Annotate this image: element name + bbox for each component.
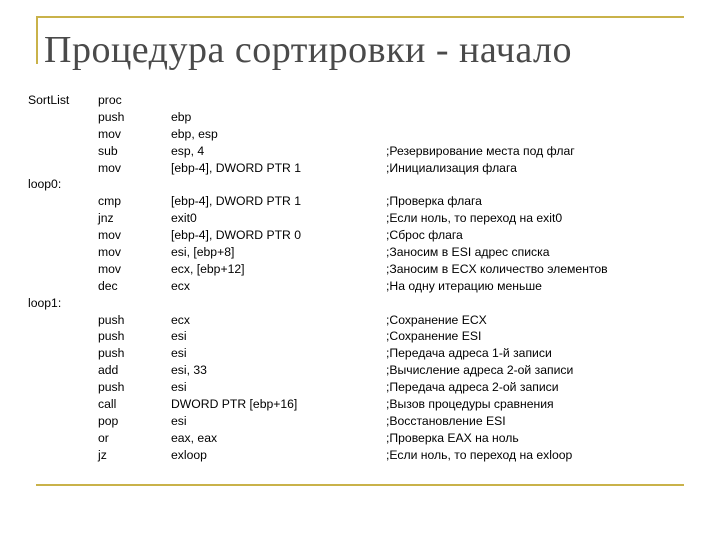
- code-comment: ;Инициализация флага: [386, 160, 517, 175]
- code-line: [28, 193, 688, 210]
- code-label: loop1:: [28, 295, 62, 310]
- code-mnemonic: pop: [98, 413, 119, 428]
- code-mnemonic: add: [98, 363, 119, 378]
- code-operands: eax, eax: [171, 430, 218, 445]
- code-comment: ;Передача адреса 1-й записи: [386, 346, 552, 361]
- code-line: [28, 345, 688, 362]
- code-line: [28, 413, 688, 430]
- code-listing: [28, 92, 688, 464]
- code-comment: ;Если ноль, то переход на exit0: [386, 211, 563, 226]
- code-operands: ecx: [171, 312, 190, 327]
- code-operands: exloop: [171, 447, 207, 462]
- code-line: [28, 278, 688, 295]
- code-comment: ;Если ноль, то переход на exloop: [386, 447, 573, 462]
- code-comment: ;Проверка EAX на ноль: [386, 430, 519, 445]
- code-mnemonic: proc: [98, 93, 122, 107]
- code-label: loop0:: [28, 177, 62, 192]
- code-line: [28, 430, 688, 447]
- code-mnemonic: sub: [98, 143, 118, 158]
- code-mnemonic: push: [98, 109, 125, 124]
- code-line: [28, 160, 688, 177]
- code-comment: ;Проверка флага: [386, 194, 482, 209]
- code-mnemonic: jnz: [98, 211, 114, 226]
- code-line: [28, 176, 688, 193]
- code-mnemonic: cmp: [98, 194, 122, 209]
- code-mnemonic: mov: [98, 228, 122, 243]
- code-operands: ecx, [ebp+12]: [171, 261, 245, 276]
- code-operands: [ebp-4], DWORD PTR 1: [171, 160, 302, 175]
- code-operands: esi, [ebp+8]: [171, 245, 235, 260]
- code-mnemonic: dec: [98, 278, 118, 293]
- code-comment: ;Вызов процедуры сравнения: [386, 397, 554, 412]
- code-comment: ;Восстановление ESI: [386, 413, 506, 428]
- code-mnemonic: push: [98, 329, 125, 344]
- code-operands: esi: [171, 380, 187, 395]
- code-comment: ;Вычисление адреса 2-ой записи: [386, 363, 574, 378]
- code-line: [28, 210, 688, 227]
- code-line: [28, 126, 688, 143]
- code-mnemonic: jz: [98, 447, 107, 462]
- code-line: [28, 396, 688, 413]
- code-comment: ;Резервирование места под флаг: [386, 143, 575, 158]
- code-comment: ;Заносим в ECX количество элементов: [386, 261, 608, 276]
- code-comment: ;Сохранение ESI: [386, 329, 482, 344]
- code-operands: ecx: [171, 278, 190, 293]
- frame-left-line: [36, 16, 38, 64]
- code-line: [28, 447, 688, 464]
- code-mnemonic: push: [98, 346, 125, 361]
- code-operands: ebp, esp: [171, 126, 218, 141]
- code-operands: esp, 4: [171, 143, 205, 158]
- code-line: [28, 261, 688, 278]
- code-label: SortList: [28, 93, 70, 107]
- code-line: [28, 379, 688, 396]
- code-comment: ;Сброс флага: [386, 228, 463, 243]
- code-operands: esi, 33: [171, 363, 207, 378]
- code-mnemonic: mov: [98, 261, 122, 276]
- code-operands: DWORD PTR [ebp+16]: [171, 397, 298, 412]
- code-operands: ebp: [171, 109, 192, 124]
- code-operands: esi: [171, 329, 187, 344]
- code-line: [28, 109, 688, 126]
- code-comment: ;Сохранение ECX: [386, 312, 487, 327]
- code-operands: esi: [171, 413, 187, 428]
- code-line: [28, 295, 688, 312]
- slide-title: Процедура сортировки - начало: [44, 29, 573, 71]
- code-line: [28, 227, 688, 244]
- code-mnemonic: push: [98, 380, 125, 395]
- code-comment: ;На одну итерацию меньше: [386, 278, 542, 293]
- code-line: [28, 92, 688, 109]
- code-line: [28, 244, 688, 261]
- code-mnemonic: call: [98, 397, 117, 412]
- frame-top-line: [36, 16, 684, 18]
- code-comment: ;Передача адреса 2-ой записи: [386, 380, 559, 395]
- code-operands: esi: [171, 346, 187, 361]
- code-comment: ;Заносим в ESI адрес списка: [386, 245, 550, 260]
- code-line: [28, 143, 688, 160]
- code-line: [28, 362, 688, 379]
- code-mnemonic: or: [98, 430, 109, 445]
- code-line: [28, 328, 688, 345]
- code-operands: exit0: [171, 211, 197, 226]
- code-mnemonic: mov: [98, 126, 122, 141]
- frame-bottom-line: [36, 484, 684, 486]
- code-mnemonic: mov: [98, 160, 122, 175]
- code-line: [28, 312, 688, 329]
- code-mnemonic: mov: [98, 245, 122, 260]
- code-operands: [ebp-4], DWORD PTR 1: [171, 194, 302, 209]
- code-operands: [ebp-4], DWORD PTR 0: [171, 228, 302, 243]
- code-mnemonic: push: [98, 312, 125, 327]
